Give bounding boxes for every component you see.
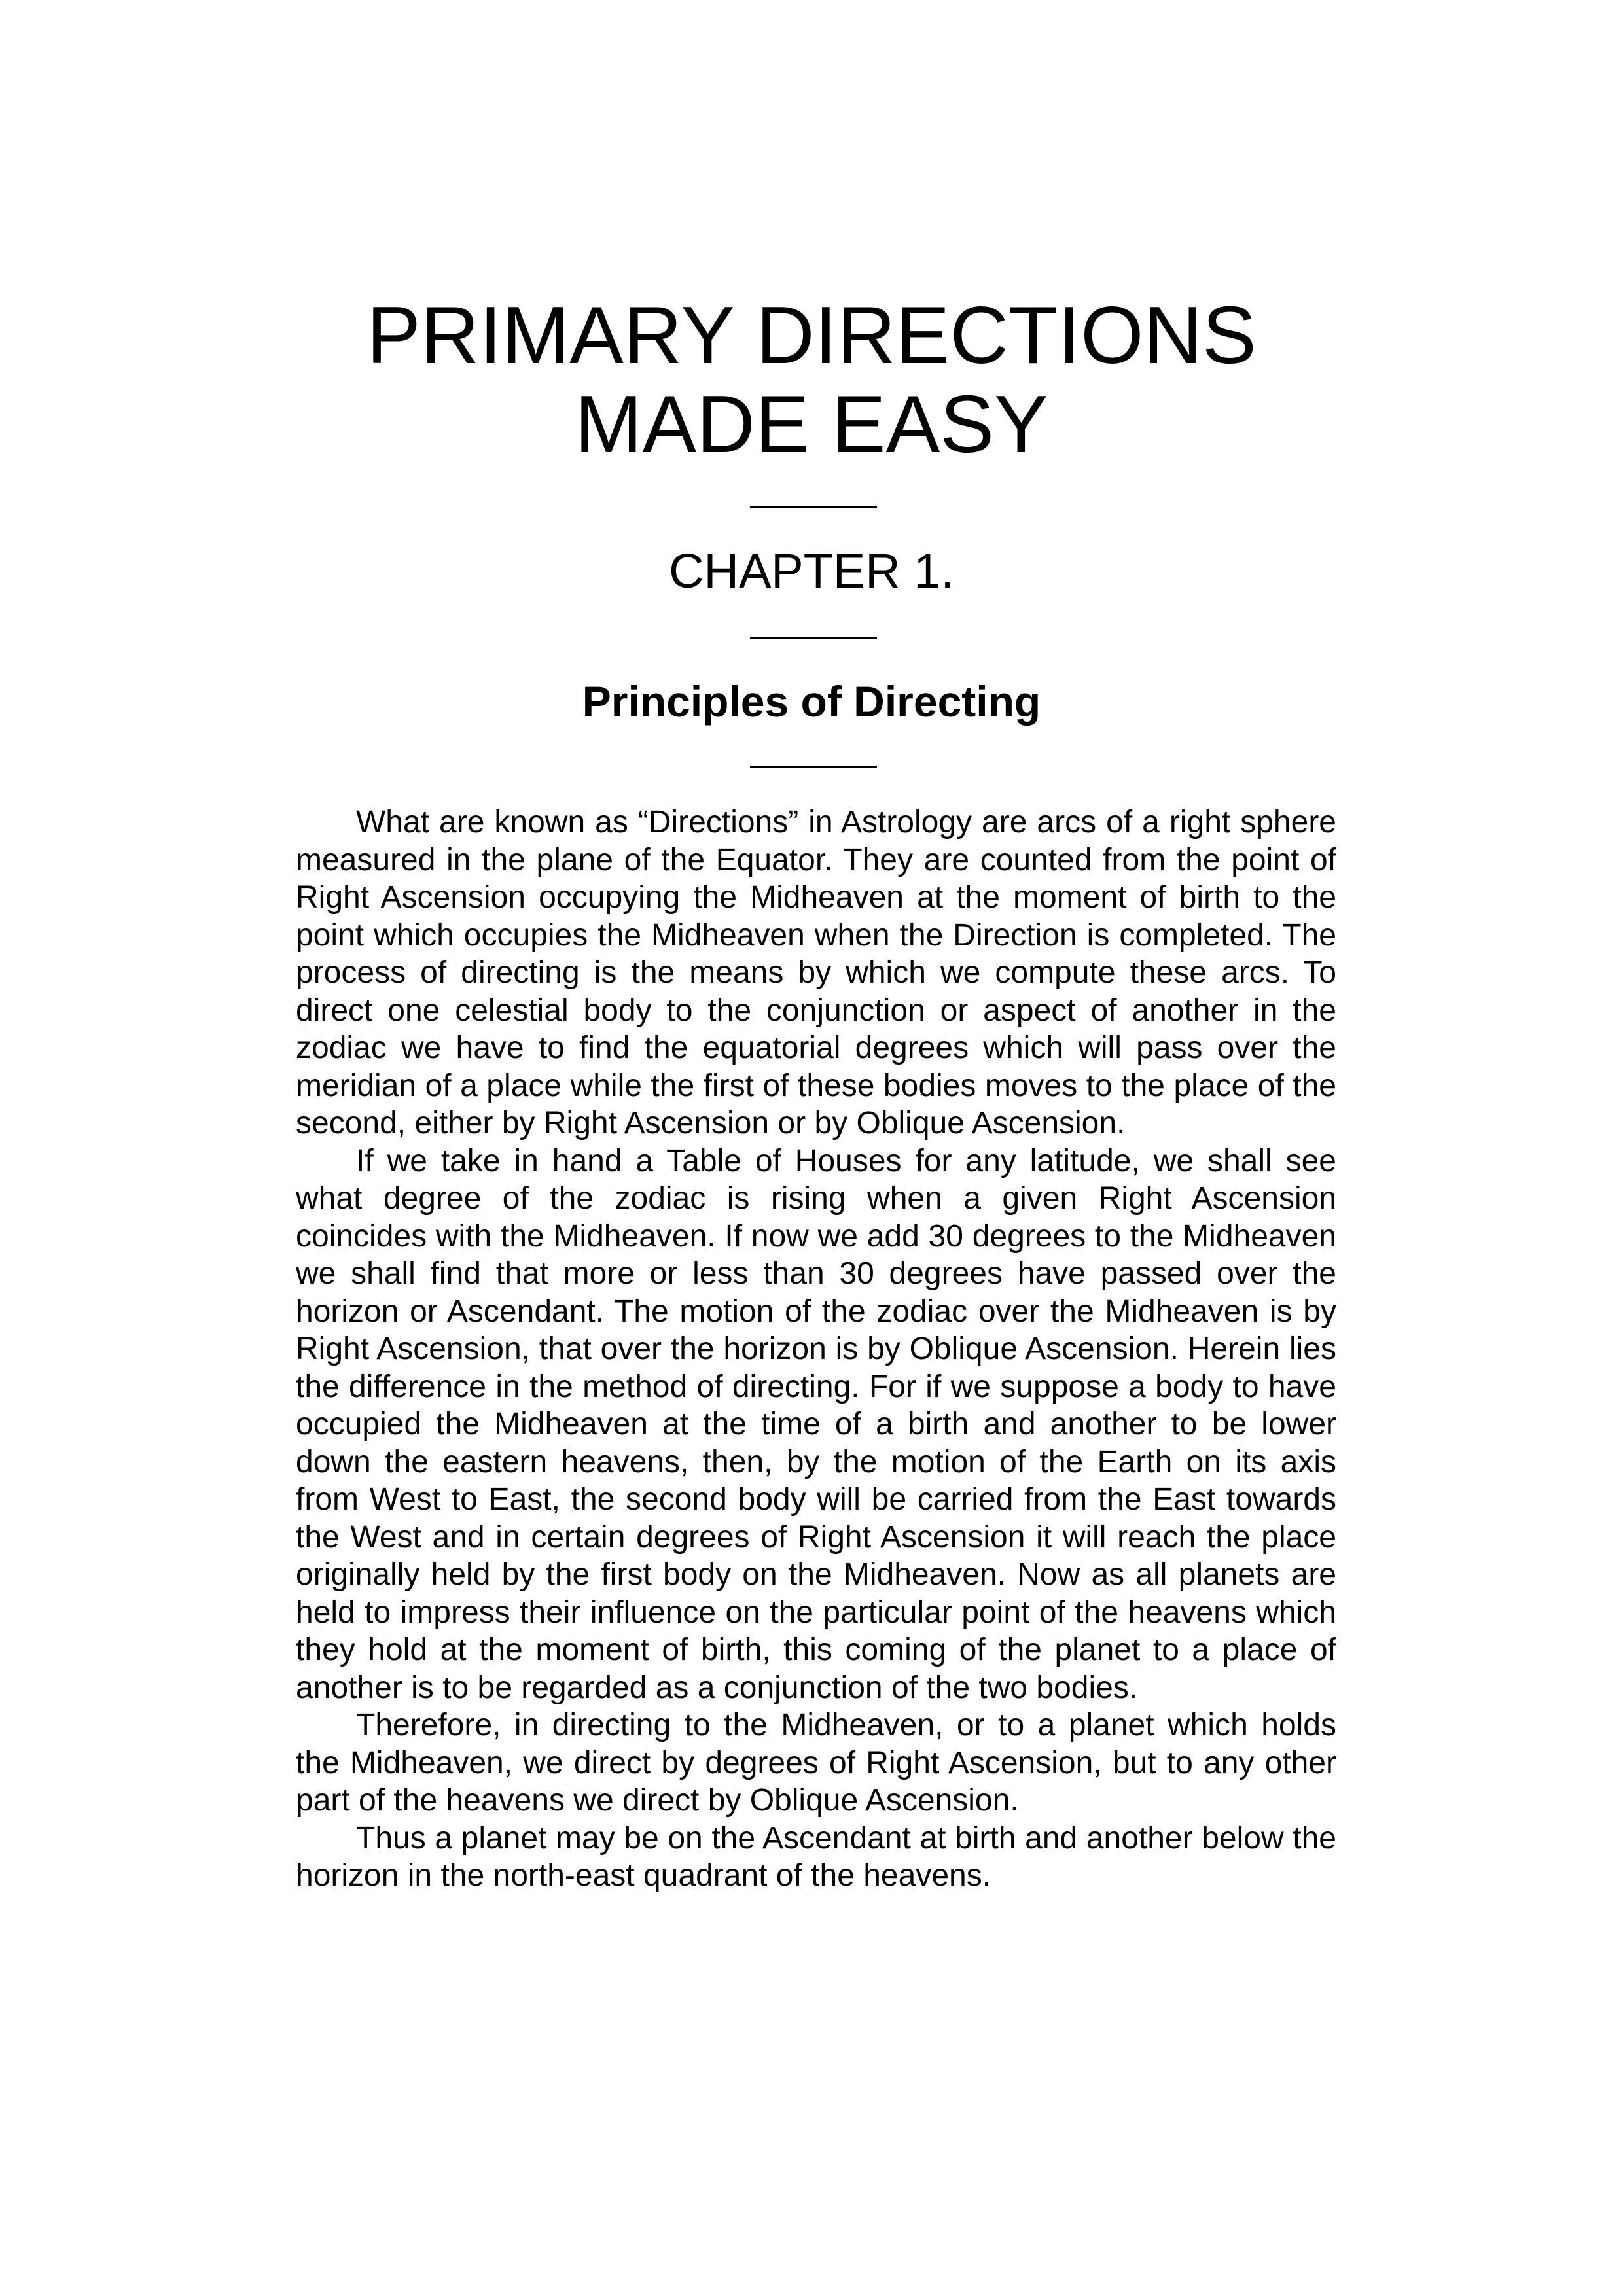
paragraph: Thus a planet may be on the Ascendant at birth and another below the horizon in the north-east quadrant of the heavens. — [296, 1820, 1336, 1893]
chapter-heading: CHAPTER 1. — [669, 544, 954, 598]
paragraph: What are known as “Directions” in Astrology are arcs of a right sphere measured in the plane of the Equator. They are counted from the point of Right Ascension occupying the Midheaven at the moment of birth to the point which occupies the Midheaven when the Direction is completed. The process of directing is the means by which we compute these arcs. To direct one celestial body to the conjunction or aspect of another in the zodiac we have to find the equatorial degrees which will pass over the meridian of a place while the first of these bodies moves to the place of the second, either by Right Ascension or by Oblique Ascension. — [296, 805, 1336, 1140]
book-title-line-1: PRIMARY DIRECTIONS — [366, 291, 1257, 381]
divider-rule — [750, 766, 877, 768]
book-title — [0, 291, 1623, 469]
divider-rule — [750, 506, 877, 508]
divider-rule — [750, 637, 877, 639]
chapter-subtitle: Principles of Directing — [582, 677, 1041, 726]
body-text — [296, 804, 1336, 1895]
paragraph: If we take in hand a Table of Houses for any latitude, we shall see what degree of the zodiac is rising when a given Right Ascension coincides with the Midheaven. If now we add 30 degrees to the Midheaven we shall find that more or less than 30 degrees have passed over the horizon or Ascendant. The motion of the zodiac over the Midheaven is by Right Ascension, that over the horizon is by Oblique Ascension. Herein lies the difference in the method of directing. For if we suppose a body to have occupied the Midheaven at the time of a birth and another to be lower down the eastern heavens, then, by the motion of the Earth on its axis from West to East, the second body will be carried from the East towards the West and in certain degrees of Right Ascension it will reach the place originally held by the first body on the Midheaven. Now as all planets are held to impress their influence on the particular point of the heavens which they hold at the moment of birth, this coming of the planet to a place of another is to be regarded as a conjunction of the two bodies. — [296, 1143, 1336, 1705]
book-title-line-2: MADE EASY — [575, 380, 1048, 470]
paragraph: Therefore, in directing to the Midheaven, or to a planet which holds the Midheaven, we direct by degrees of Right Ascension, but to any other part of the heavens we direct by Oblique Ascension. — [296, 1708, 1336, 1818]
